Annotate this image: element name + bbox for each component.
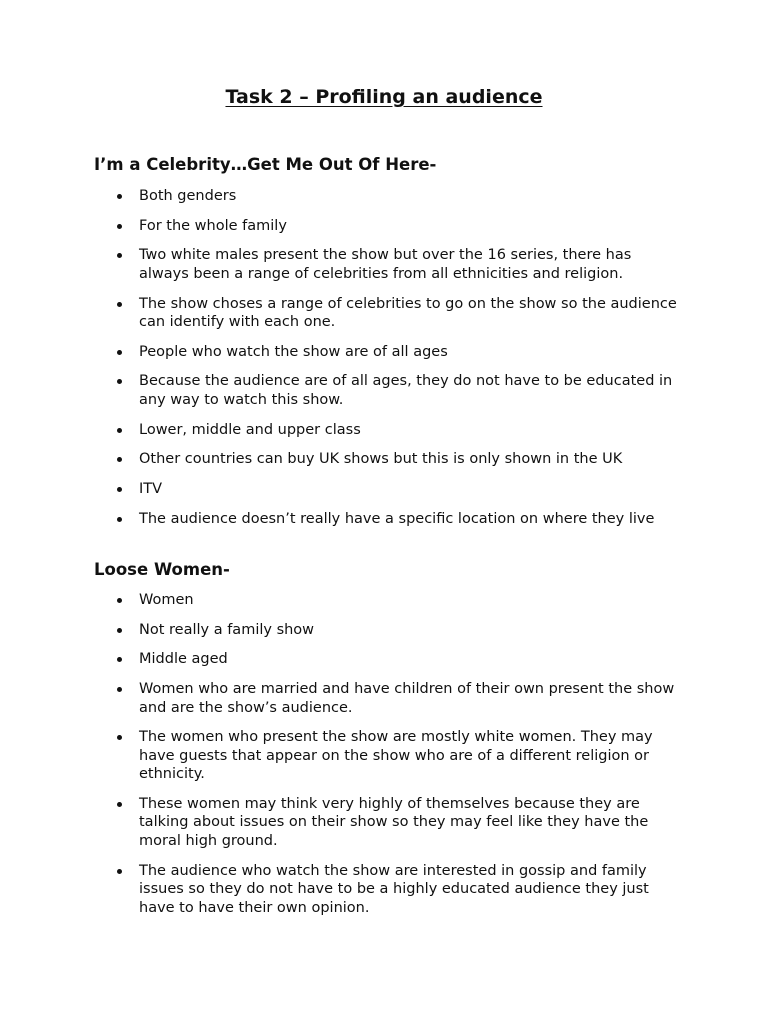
list-item: Not really a family show <box>0 621 768 640</box>
list-item: Lower, middle and upper class <box>0 421 768 440</box>
list-item: The audience doesn’t really have a specific location on where they live <box>0 510 768 529</box>
list-item: Middle aged <box>0 650 768 669</box>
section-list-loose-women <box>0 591 768 928</box>
list-item: Both genders <box>0 187 768 206</box>
list-item: Women <box>0 591 768 610</box>
section-heading-loose-women: Loose Women- <box>94 560 230 579</box>
list-item: These women may think very highly of themselves because they are talking about issues on their show so they may feel like they have the moral high ground. <box>0 795 768 851</box>
list-item: Two white males present the show but over the 16 series, there has always been a range of celebrities from all ethnicities and religion. <box>0 246 768 283</box>
list-item: The audience who watch the show are interested in gossip and family issues so they do not have to be a highly educated audience they just have to have their own opinion. <box>0 862 768 918</box>
list-item: The women who present the show are mostly white women. They may have guests that appear on the show who are of a different religion or ethnicity. <box>0 728 768 784</box>
section-list-celebrity <box>0 187 768 539</box>
section-heading-celebrity: I’m a Celebrity…Get Me Out Of Here- <box>94 155 437 174</box>
list-item: People who watch the show are of all ages <box>0 343 768 362</box>
page-title: Task 2 – Profiling an audience <box>225 86 543 108</box>
list-item: For the whole family <box>0 217 768 236</box>
list-item: Women who are married and have children of their own present the show and are the show’s audience. <box>0 680 768 717</box>
list-item: ITV <box>0 480 768 499</box>
list-item: Other countries can buy UK shows but this is only shown in the UK <box>0 450 768 469</box>
list-item: Because the audience are of all ages, they do not have to be educated in any way to watch this show. <box>0 372 768 409</box>
list-item: The show choses a range of celebrities to go on the show so the audience can identify with each one. <box>0 295 768 332</box>
